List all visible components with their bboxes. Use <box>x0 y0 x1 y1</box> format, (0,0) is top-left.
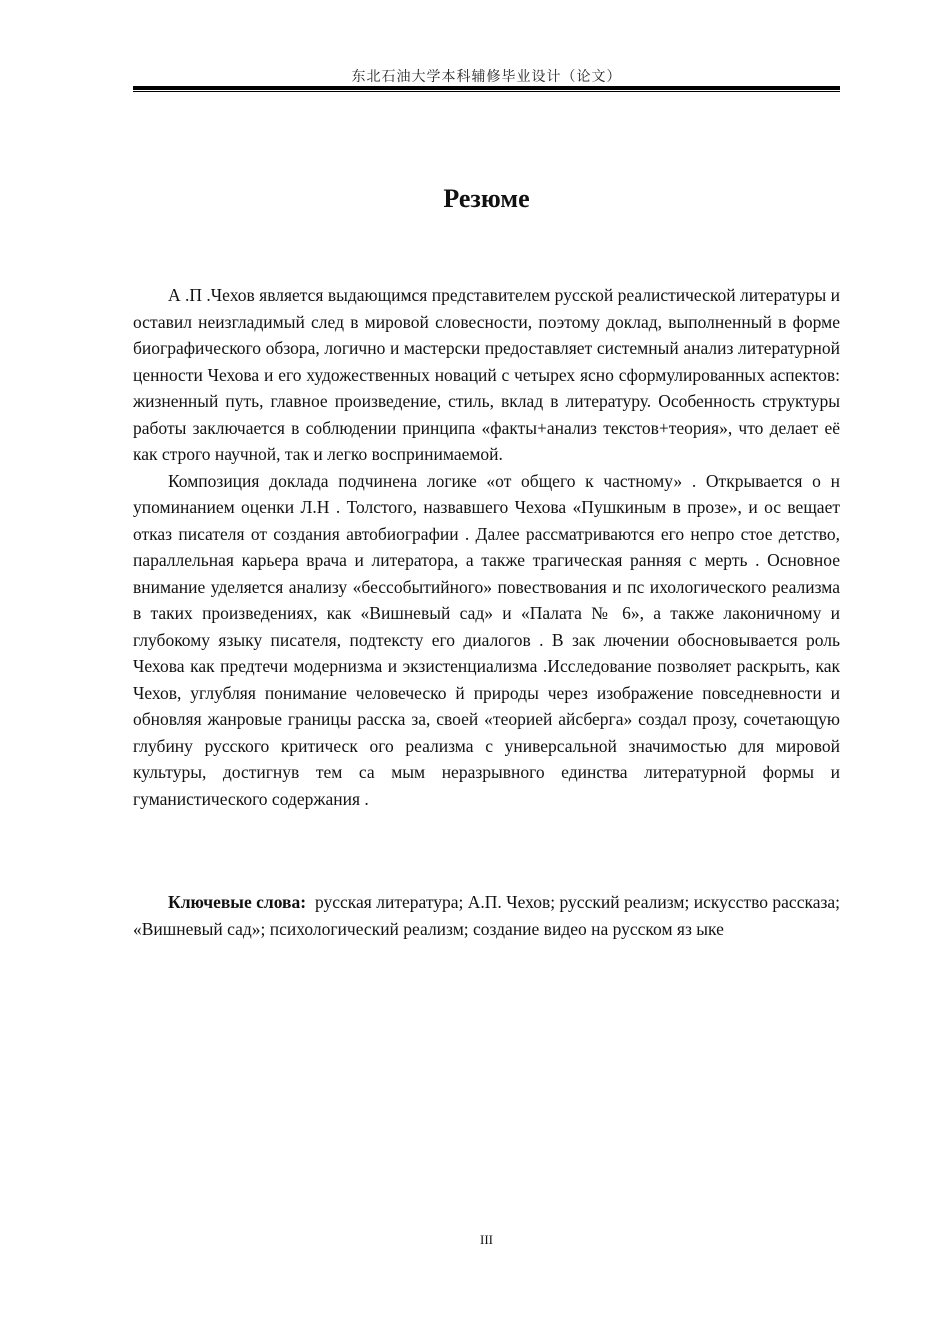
keywords-label: Ключевые слова: <box>168 892 307 912</box>
page-number: III <box>480 1232 493 1247</box>
running-header: 东北石油大学本科辅修毕业设计（论文） <box>351 70 622 85</box>
keywords-block <box>133 889 840 942</box>
page-title: Резюме <box>443 184 530 213</box>
keywords-text: русская литература; А.П. Чехов; русский реализм; искусство рассказа; «Вишневый сад»; психологический реализм; создание видео на русском яз ыке <box>133 892 841 939</box>
header-rule-thick <box>133 86 840 90</box>
abstract-paragraph-2: Композиция доклада подчинена логике «от общего к частному» . Открывается о н упоминанием оценки Л.Н . Толстого, назвавшего Чехова «Пушкиным в прозе», и ос вещает отказ писателя от создания автобиографии . Далее рассматриваются его непро стое детство, параллельная карьера врача и литератора, а также трагическая ранняя с мерть . Основное внимание уделяется анализу «бессобытийного» повествования и пс ихологического реализма в таких произведениях, как «Вишневый сад» и «Палата № 6», а также лаконичному и глубокому языку писателя, подтексту его диалогов . В зак лючении обосновывается роль Чехова как предтечи модернизма и экзистенциализма .Исследование позволяет раскрыть, как Чехов, углубляя понимание человеческо й природы через изображение повседневности и обновляя жанровые границы расска за, своей «теорией айсберга» создал прозу, сочетающую глубину русского критическ ого реализма с универсальной значимостью для мировой культуры, достигнув тем са мым неразрывного единства литературной формы и гуманистического содержания . <box>133 470 840 809</box>
abstract-body <box>133 282 840 812</box>
header-rule-thin <box>133 91 840 92</box>
abstract-paragraph-1: А .П .Чехов является выдающимся представителем русской реалистической литературы и оставил неизгладимый след в мировой словесности, поэтому доклад, выполненный в форме биографического обзора, логично и мастерски предоставляет системный анализ литературной ценности Чехова и его художественных новаций с четырех ясно сформулированных аспектов: жизненный путь, главное произведение, стиль, вклад в литературу. Особенность структуры работы заключается в соблюдении принципа «факты+анализ текстов+теория», что делает её как строго научной, так и легко воспринимаемой. <box>133 285 840 464</box>
